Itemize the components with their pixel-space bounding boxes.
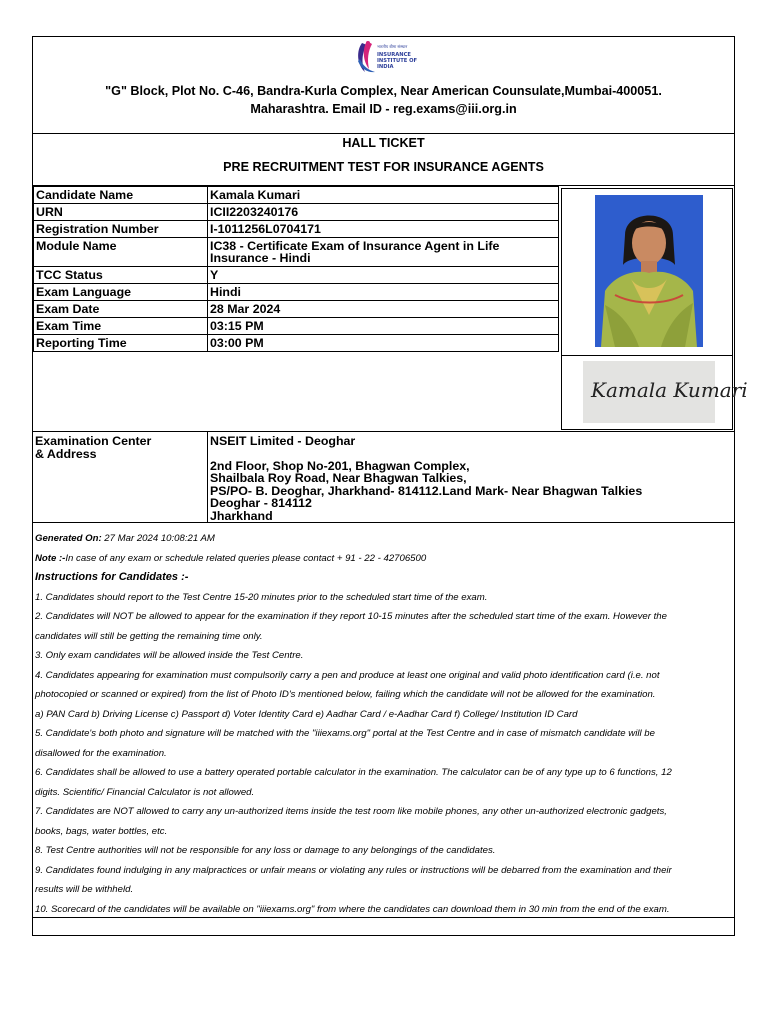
field-value: IC38 - Certificate Exam of Insurance Agent in Life Insurance - Hindi	[207, 237, 559, 267]
instruction-line: 7. Candidates are NOT allowed to carry any un-authorized items inside the test room like mobile phones, any other un-authorized electronic gadgets,	[35, 806, 667, 817]
photo-signature-box	[561, 188, 748, 430]
notes-section	[35, 529, 730, 919]
instruction-line: 4. Candidates appearing for examination must compulsorily carry a pen and produce at least one original and valid photo identification card (i.e. not	[35, 669, 660, 681]
field-value: Y	[207, 266, 559, 284]
signature-image	[583, 361, 748, 423]
instruction-line: photocopied or scanned or expired) from the list of Photo ID's mentioned below, failing which the candidate will not be allowed for the examination.	[35, 689, 656, 700]
instruction-line: results will be withheld.	[35, 884, 134, 895]
exam-name-heading: PRE RECRUITMENT TEST FOR INSURANCE AGENTS	[223, 160, 544, 174]
field-value: 03:00 PM	[207, 334, 559, 352]
photo-signature-divider	[562, 355, 732, 356]
field-label: Reporting Time	[33, 334, 208, 352]
field-value: I-1011256L0704171	[207, 220, 559, 238]
logo-line-institute: INSTITUTE OF	[377, 58, 418, 64]
exam-center-address-5: Jharkhand	[210, 508, 273, 523]
instruction-line: 8. Test Centre authorities will not be responsible for any loss or damage to any belongings of the candidates.	[35, 845, 496, 856]
institute-address	[33, 82, 734, 118]
address-line-2: Maharashtra. Email ID - reg.exams@iii.org.in	[250, 102, 517, 116]
field-label: Candidate Name	[33, 186, 208, 204]
exam-center-address-2: Shailbala Roy Road, Near Bhagwan Talkies,	[210, 471, 467, 485]
exam-center-value	[210, 435, 730, 522]
field-value: Kamala Kumari	[207, 186, 559, 204]
exam-center-label-line2: & Address	[35, 446, 97, 461]
instruction-line: 9. Candidates found indulging in any malpractices or unfair means or violating any rules or instructions will be debarred from the examination and their	[35, 864, 672, 876]
instruction-line: 3. Only exam candidates will be allowed inside the Test Centre.	[35, 650, 304, 661]
exam-center-address-1: 2nd Floor, Shop No-201, Bhagwan Complex,	[210, 458, 470, 473]
exam-center-row	[33, 431, 734, 523]
instruction-line: disallowed for the examination.	[35, 747, 167, 759]
field-label: Module Name	[33, 237, 208, 267]
hall-ticket-heading: HALL TICKET	[342, 136, 425, 150]
exam-center-name: NSEIT Limited - Deoghar	[210, 434, 356, 448]
instructions-list	[35, 588, 730, 920]
field-label: Exam Language	[33, 283, 208, 301]
instructions-heading: Instructions for Candidates :-	[35, 571, 189, 583]
field-label: TCC Status	[33, 266, 208, 284]
note-label: Note :-	[35, 552, 66, 564]
instruction-line: 6. Candidates shall be allowed to use a battery operated portable calculator in the examination. The calculator can be of any type up to 6 functions, 12	[35, 767, 672, 778]
exam-center-label	[35, 435, 205, 460]
generated-on-label: Generated On:	[35, 533, 102, 544]
hall-ticket	[32, 36, 748, 936]
field-value: ICII2203240176	[207, 203, 559, 221]
field-label: Exam Date	[33, 300, 208, 318]
exam-center-label-line1: Examination Center	[35, 434, 152, 448]
generated-on-value: 27 Mar 2024 10:08:21 AM	[101, 533, 215, 544]
logo-hindi-text: भारतीय बीमा संस्थान	[377, 44, 408, 49]
field-label: Registration Number	[33, 220, 208, 238]
candidate-signature	[583, 361, 748, 423]
field-value: Hindi	[207, 283, 559, 301]
field-label: URN	[33, 203, 208, 221]
instruction-line: 2. Candidates will NOT be allowed to appear for the examination if they report 10-15 minutes after the scheduled start time of the exam. However the	[35, 611, 667, 622]
instruction-line: 5. Candidate's both photo and signature will be matched with the "iiiexams.org" portal at the Test Centre and in case of mismatch candidate will be	[35, 728, 655, 739]
ticket-title	[33, 133, 734, 186]
exam-center-address-4: Deoghar - 814112	[210, 496, 312, 510]
bottom-divider	[33, 917, 734, 918]
field-value: 28 Mar 2024	[207, 300, 559, 318]
address-line-1: "G" Block, Plot No. C-46, Bandra-Kurla Complex, Near American Counsulate,Mumbai-400051.	[105, 84, 662, 98]
header	[33, 37, 734, 134]
instruction-line: books, bags, water bottles, etc.	[35, 825, 168, 837]
field-label: Exam Time	[33, 317, 208, 335]
signature-text: Kamala Kumari	[591, 378, 748, 402]
insurance-institute-logo	[353, 39, 418, 75]
instruction-line: 10. Scorecard of the candidates will be available on "iiiexams.org" from where the candidates can download them in 30 min from the end of the exam.	[35, 903, 670, 915]
exam-center-divider	[207, 432, 208, 522]
generated-on	[35, 529, 730, 549]
logo-line-india: INDIA	[377, 64, 394, 70]
candidate-photo	[595, 195, 703, 347]
instruction-line: digits. Scientific/ Financial Calculator is not allowed.	[35, 786, 255, 798]
exam-center-address-3: PS/PO- B. Deoghar, Jharkhand- 814112.Land Mark- Near Bhagwan Talkies	[210, 483, 643, 498]
logo-line-insurance: INSURANCE	[377, 52, 411, 58]
instruction-line: 1. Candidates should report to the Test Centre 15-20 minutes prior to the scheduled start time of the exam.	[35, 591, 488, 603]
instruction-line: candidates will still be getting the remaining time only.	[35, 630, 263, 642]
field-value: 03:15 PM	[207, 317, 559, 335]
contact-note	[35, 549, 730, 569]
instruction-line: a) PAN Card b) Driving License c) Passport d) Voter Identity Card e) Aadhar Card / e-Aadhar Card f) College/ Institution ID Card	[35, 708, 578, 720]
note-value: In case of any exam or schedule related queries please contact + 91 - 22 - 42706500	[65, 552, 427, 564]
